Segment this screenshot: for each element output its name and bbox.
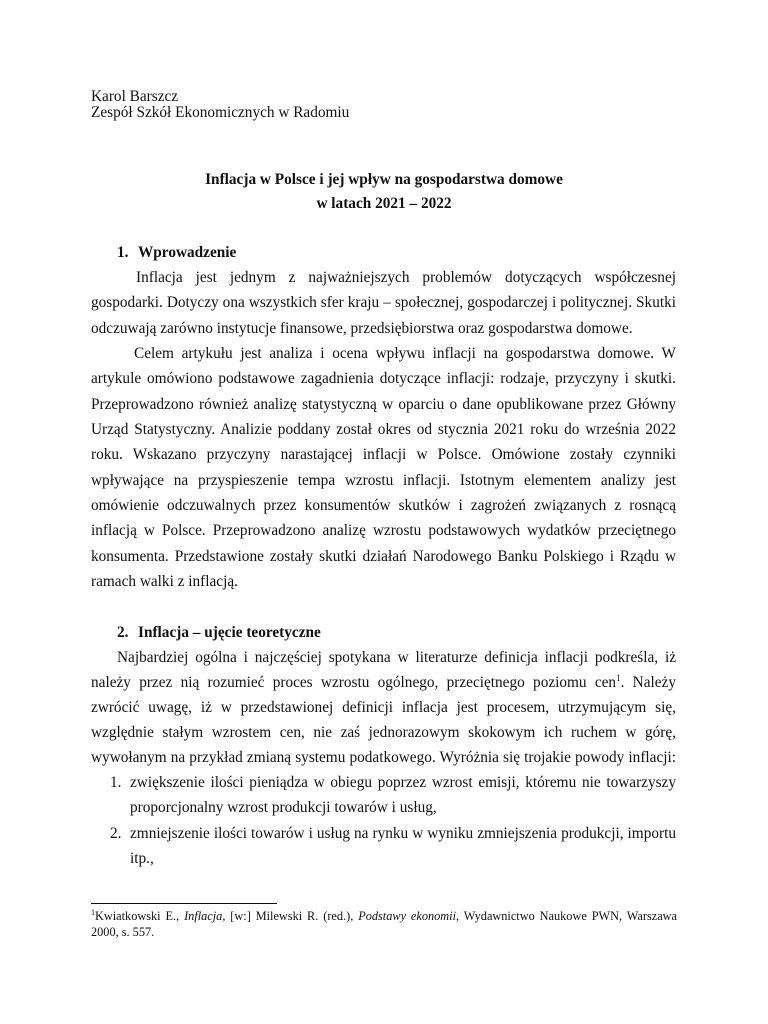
s2-p1-text-end: . Należy <box>620 674 676 691</box>
list-item-line: zmniejszenie ilości towarów i usług na rynku w wyniku zmniejszenia produkcji, importu <box>130 825 676 842</box>
section2-number: 2. <box>117 624 129 641</box>
s1-p2-line: Celem artykułu jest analiza i ocena wpływu inflacji na gospodarstwa domowe. W <box>134 345 676 362</box>
s1-p2-line: roku. Wskazano przyczyny narastającej inflacji w Polsce. Omówione zostały czynniki <box>91 446 676 463</box>
footnote-text: , [w:] Milewski R. (red.), <box>222 909 359 923</box>
s2-p1-line: wywołanym na przykład zmianą systemu podatkowego. Wyróżnia się trojakie powody inflacji: <box>91 749 676 766</box>
s1-p2-line: wpływające na przyspieszenie tempa wzrostu inflacji. Istotnym elementem analizy jest <box>91 472 676 489</box>
list-item-number: 2. <box>110 825 122 842</box>
section1-heading: Wprowadzenie <box>138 244 237 261</box>
list-item-number: 1. <box>110 774 122 791</box>
s1-p2-line: ramach walki z inflacją. <box>91 573 238 590</box>
footnote-text: , Wydawnictwo Naukowe PWN, Warszawa 2000, s. 557. <box>91 909 677 939</box>
s1-p2-line: omówienie odczuwalnych przez konsumentów skutków i zagrożeń związanych z rosnącą <box>91 497 676 514</box>
s2-p1-text: należy przez nią rozumieć proces wzrostu ogólnego, przeciętnego poziomu cen <box>91 674 617 691</box>
s1-p2-line: artykule omówiono podstawowe zagadnienia dotyczące inflacji: rodzaje, przyczyny i skutki. <box>91 370 676 387</box>
document-title-line1: Inflacja w Polsce i jej wpływ na gospodarstwa domowe <box>205 171 563 188</box>
s1-p2-line: Przeprowadzono również analizę statystyczną w oparciu o dane opublikowane przez Główny <box>91 396 676 413</box>
list-item-line: proporcjonalny wzrost produkcji towarów i usług, <box>130 799 437 816</box>
author-institution: Zespół Szkół Ekonomicznych w Radomiu <box>91 104 350 121</box>
section1-number: 1. <box>117 244 129 261</box>
document-title-line2: w latach 2021 – 2022 <box>316 195 452 212</box>
s1-p1-line: odczuwają zarówno instytucje finansowe, przedsiębiorstwa oraz gospodarstwa domowe. <box>91 320 633 337</box>
footnote-text: Kwiatkowski E., <box>95 909 185 923</box>
footnote-separator <box>91 903 277 904</box>
footnote-title-italic: Podstawy ekonomii <box>358 909 457 923</box>
s1-p2-line: Urząd Statystyczny. Analizie poddany został okres od stycznia 2021 roku do września 2022 <box>91 421 676 438</box>
footnote <box>91 908 677 940</box>
s1-p1-line: gospodarki. Dotyczy ona wszystkich sfer kraju – społecznej, gospodarczej i politycznej. Skutki <box>91 294 676 311</box>
s2-p1-line: zwrócić uwagę, iż w przedstawionej definicji inflacja jest procesem, utrzymującym się, <box>91 699 676 716</box>
s1-p2-line: inflacją w Polsce. Przeprowadzono analizę wzrostu podstawowych wydatków przeciętnego <box>91 522 676 539</box>
s1-p2-line: konsumenta. Przedstawione zostały skutki działań Narodowego Banku Polskiego i Rządu w <box>91 548 676 565</box>
author-name: Karol Barszcz <box>91 88 179 105</box>
footnote-reference[interactable]: 1 <box>616 672 621 683</box>
list-item-line: zwiększenie ilości pieniądza w obiegu poprzez wzrost emisji, któremu nie towarzyszy <box>130 774 676 791</box>
list-item-line: itp., <box>130 850 154 867</box>
s2-p1-line: Najbardziej ogólna i najczęściej spotykana w literaturze definicja inflacji podkreśla, iż <box>117 649 676 666</box>
s1-p1-line: Inflacja jest jednym z najważniejszych problemów dotyczących współczesnej <box>136 269 676 286</box>
s2-p1-line: względnie stałym wzrostem cen, nie zaś jednorazowym skokowym ich ruchem w górę, <box>91 724 676 741</box>
section2-heading: Inflacja – ujęcie teoretyczne <box>138 624 321 641</box>
s2-p1-line-with-ref <box>91 673 676 693</box>
footnote-mark: 1 <box>91 907 95 917</box>
footnote-title-italic: Inflacja <box>184 909 223 923</box>
